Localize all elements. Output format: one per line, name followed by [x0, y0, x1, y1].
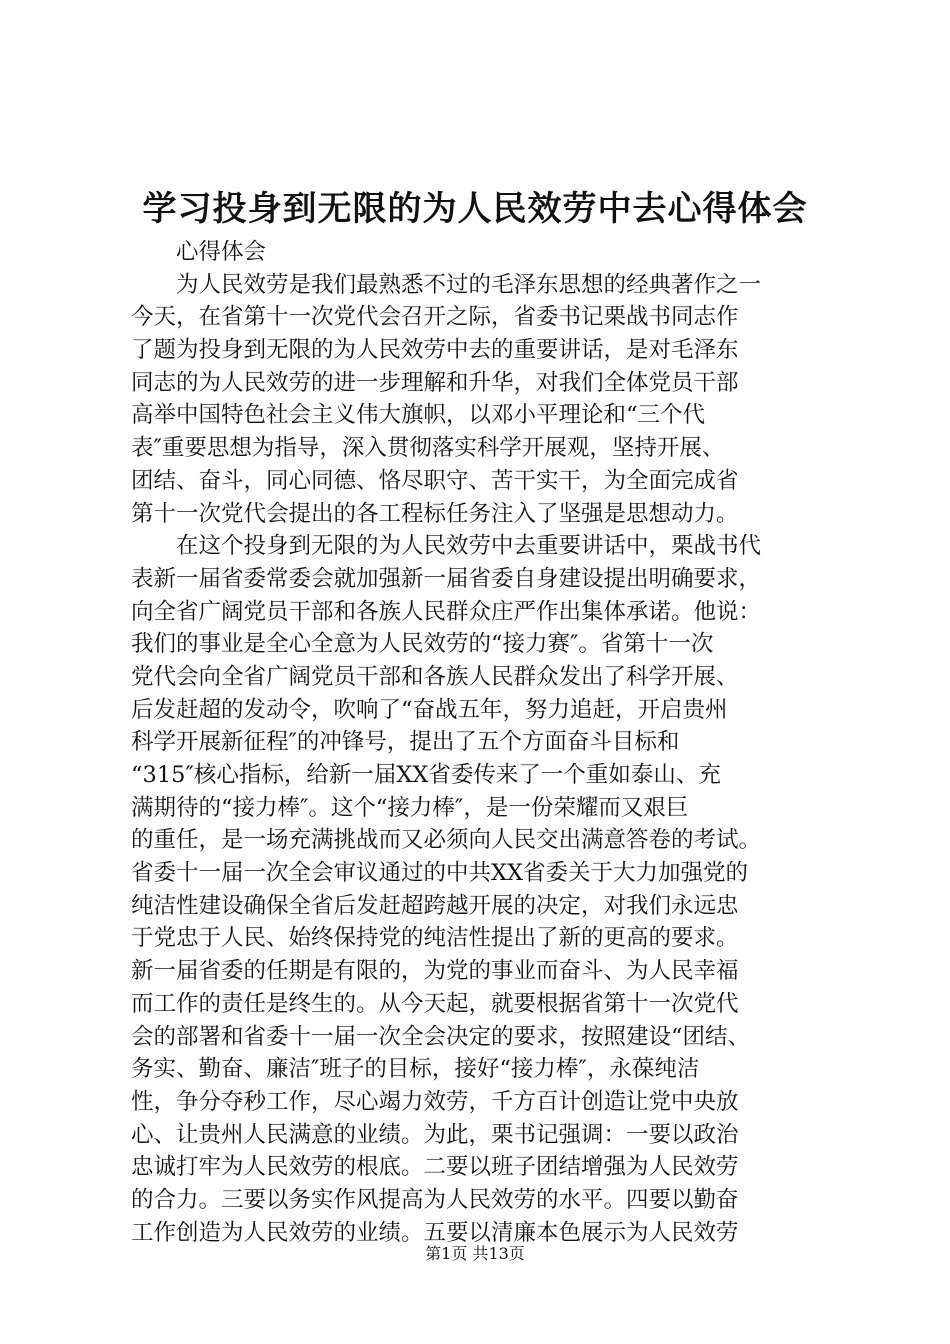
body-line: 工作创造为人民效劳的业绩。五要以清廉本色展示为人民效劳 — [131, 1219, 739, 1246]
body-line: 表″重要思想为指导，深入贯彻落实科学开展观，坚持开展、 — [131, 435, 725, 462]
body-line: 性，争分夺秒工作，尽心竭力效劳，千方百计创造让党中央放 — [131, 1088, 739, 1115]
body-line: 今天，在省第十一次党代会召开之际，省委书记栗战书同志作 — [131, 304, 739, 331]
body-line: 高举中国特色社会主义伟大旗帜，以邓小平理论和“三个代 — [131, 402, 706, 429]
body-line: 务实、勤奋、廉洁″班子的目标，接好“接力棒″，永葆纯洁 — [131, 1056, 700, 1083]
body-line: 党代会向全省广阔党员干部和各族人民群众发出了科学开展、 — [131, 663, 739, 690]
body-line: 表新一届省委常委会就加强新一届省委自身建设提出明确要求， — [131, 565, 762, 592]
body-line: 新一届省委的任期是有限的，为党的事业而奋斗、为人民幸福 — [131, 958, 739, 985]
body-line: 后发赶超的发动令，吹响了“奋战五年，努力追赶，开启贵州 — [131, 696, 728, 723]
body-line: 忠诚打牢为人民效劳的根底。二要以班子团结增强为人民效劳 — [131, 1154, 739, 1181]
body-line: 向全省广阔党员干部和各族人民群众庄严作出集体承诺。他说： — [131, 598, 762, 625]
body-line: 会的部署和省委十一届一次全会决定的要求，按照建设“团结、 — [131, 1023, 751, 1050]
body-line: 心、让贵州人民满意的业绩。为此，栗书记强调：一要以政治 — [131, 1121, 739, 1148]
body-line: 我们的事业是全心全意为人民效劳的“接力赛″。省第十一次 — [131, 631, 714, 658]
body-line: 第十一次党代会提出的各工程标任务注入了坚强是思想动力。 — [131, 500, 739, 527]
page-footer: 第1页 共13页 — [425, 1244, 525, 1263]
body-line: 的合力。三要以务实作风提高为人民效劳的水平。四要以勤奋 — [131, 1186, 739, 1213]
document-title: 学习投身到无限的为人民效劳中去心得体会 — [142, 189, 808, 229]
body-line: 于党忠于人民、始终保持党的纯洁性提出了新的更高的要求。 — [131, 925, 739, 952]
body-line: 团结、奋斗，同心同德、恪尽职守、苦干实干，为全面完成省 — [131, 467, 739, 494]
body-line: 为人民效劳是我们最熟悉不过的毛泽东思想的经典著作之一 — [176, 271, 762, 298]
body-line: 同志的为人民效劳的进一步理解和升华，对我们全体党员干部 — [131, 369, 739, 396]
body-line: 而工作的责任是终生的。从今天起，就要根据省第十一次党代 — [131, 990, 739, 1017]
body-line: 纯洁性建设确保全省后发赶超跨越开展的决定，对我们永远忠 — [131, 892, 739, 919]
body-line: 省委十一届一次全会审议通过的中共XX省委关于大力加强党的 — [131, 860, 749, 887]
body-line: “315″核心指标，给新一届XX省委传来了一个重如泰山、充 — [131, 762, 721, 788]
body-line: 在这个投身到无限的为人民效劳中去重要讲话中，栗战书代 — [176, 533, 762, 560]
body-line: 满期待的“接力棒″。这个“接力棒″，是一份荣耀而又艰巨 — [131, 794, 689, 821]
document-body — [131, 236, 831, 1249]
body-line: 心得体会 — [176, 239, 267, 265]
body-line: 科学开展新征程″的冲锋号，提出了五个方面奋斗目标和 — [131, 729, 680, 756]
body-line: 了题为投身到无限的为人民效劳中去的重要讲话，是对毛泽东 — [131, 337, 739, 364]
body-line: 的重任，是一场充满挑战而又必须向人民交出满意答卷的考试。 — [131, 827, 762, 854]
